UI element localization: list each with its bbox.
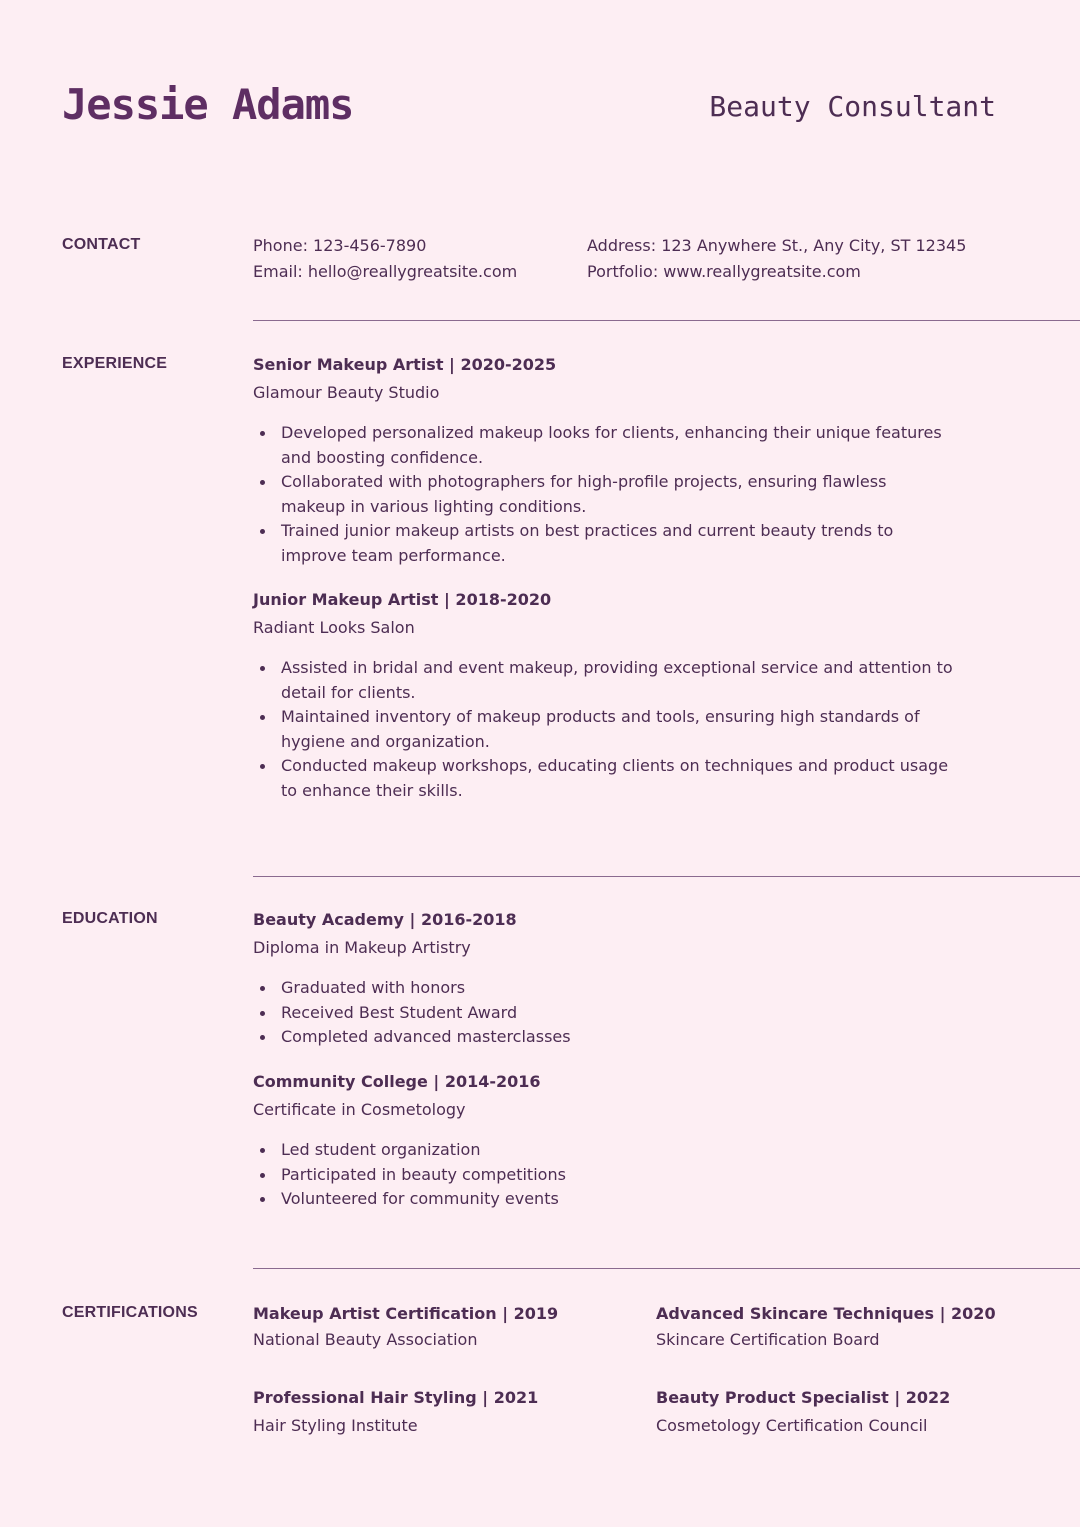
education-label: EDUCATION: [62, 910, 158, 927]
job-title: Junior Makeup Artist | 2018-2020: [253, 590, 552, 609]
certification-issuer: Skincare Certification Board: [656, 1330, 880, 1349]
experience-job-1: [253, 352, 953, 568]
list-item: Trained junior makeup artists on best practices and current beauty trends to improve team performance.: [253, 519, 953, 568]
school-degree: Diploma in Makeup Artistry: [253, 938, 471, 957]
certification-issuer: National Beauty Association: [253, 1330, 478, 1349]
job-company: Glamour Beauty Studio: [253, 383, 440, 402]
certification-item-2: [656, 1301, 996, 1353]
certification-title: Beauty Product Specialist | 2022: [656, 1388, 951, 1407]
candidate-name: Jessie Adams: [62, 80, 354, 129]
list-item: Volunteered for community events: [253, 1187, 953, 1212]
school-title: Community College | 2014-2016: [253, 1072, 541, 1091]
contact-email: Email: hello@reallygreatsite.com: [253, 262, 518, 281]
candidate-role: Beauty Consultant: [709, 90, 996, 123]
certification-issuer: Hair Styling Institute: [253, 1416, 418, 1435]
experience-label: EXPERIENCE: [62, 355, 168, 372]
contact-phone: Phone: 123-456-7890: [253, 236, 427, 255]
list-item: Conducted makeup workshops, educating clients on techniques and product usage to enhance their skills.: [253, 754, 953, 803]
certification-issuer: Cosmetology Certification Council: [656, 1416, 928, 1435]
certification-title: Advanced Skincare Techniques | 2020: [656, 1304, 996, 1323]
certifications-label: CERTIFICATIONS: [62, 1304, 198, 1321]
list-item: Developed personalized makeup looks for clients, enhancing their unique features and boosting confidence.: [253, 421, 953, 470]
divider-education: [253, 1268, 1080, 1269]
certification-item-1: [253, 1301, 558, 1353]
list-item: Completed advanced masterclasses: [253, 1025, 953, 1050]
school-title: Beauty Academy | 2016-2018: [253, 910, 517, 929]
list-item: Collaborated with photographers for high-profile projects, ensuring flawless makeup in various lighting conditions.: [253, 470, 953, 519]
certification-title: Makeup Artist Certification | 2019: [253, 1304, 559, 1323]
school-bullets: [253, 976, 953, 1050]
experience-job-2: [253, 587, 953, 803]
list-item: Received Best Student Award: [253, 1001, 953, 1026]
divider-contact: [253, 320, 1080, 321]
list-item: Led student organization: [253, 1138, 953, 1163]
list-item: Participated in beauty competitions: [253, 1163, 953, 1188]
contact-label: CONTACT: [62, 236, 141, 253]
list-item: Maintained inventory of makeup products and tools, ensuring high standards of hygiene and organization.: [253, 705, 953, 754]
contact-address: Address: 123 Anywhere St., Any City, ST 12345: [587, 236, 967, 255]
certification-item-4: [656, 1385, 950, 1439]
school-degree: Certificate in Cosmetology: [253, 1100, 466, 1119]
contact-portfolio: Portfolio: www.reallygreatsite.com: [587, 262, 861, 281]
job-title: Senior Makeup Artist | 2020-2025: [253, 355, 557, 374]
education-school-2: [253, 1069, 953, 1212]
job-company: Radiant Looks Salon: [253, 618, 415, 637]
job-bullets: [253, 421, 953, 568]
certification-item-3: [253, 1385, 538, 1439]
list-item: Graduated with honors: [253, 976, 953, 1001]
education-school-1: [253, 907, 953, 1050]
list-item: Assisted in bridal and event makeup, providing exceptional service and attention to detail for clients.: [253, 656, 953, 705]
certification-title: Professional Hair Styling | 2021: [253, 1388, 539, 1407]
job-bullets: [253, 656, 953, 803]
school-bullets: [253, 1138, 953, 1212]
divider-experience: [253, 876, 1080, 877]
